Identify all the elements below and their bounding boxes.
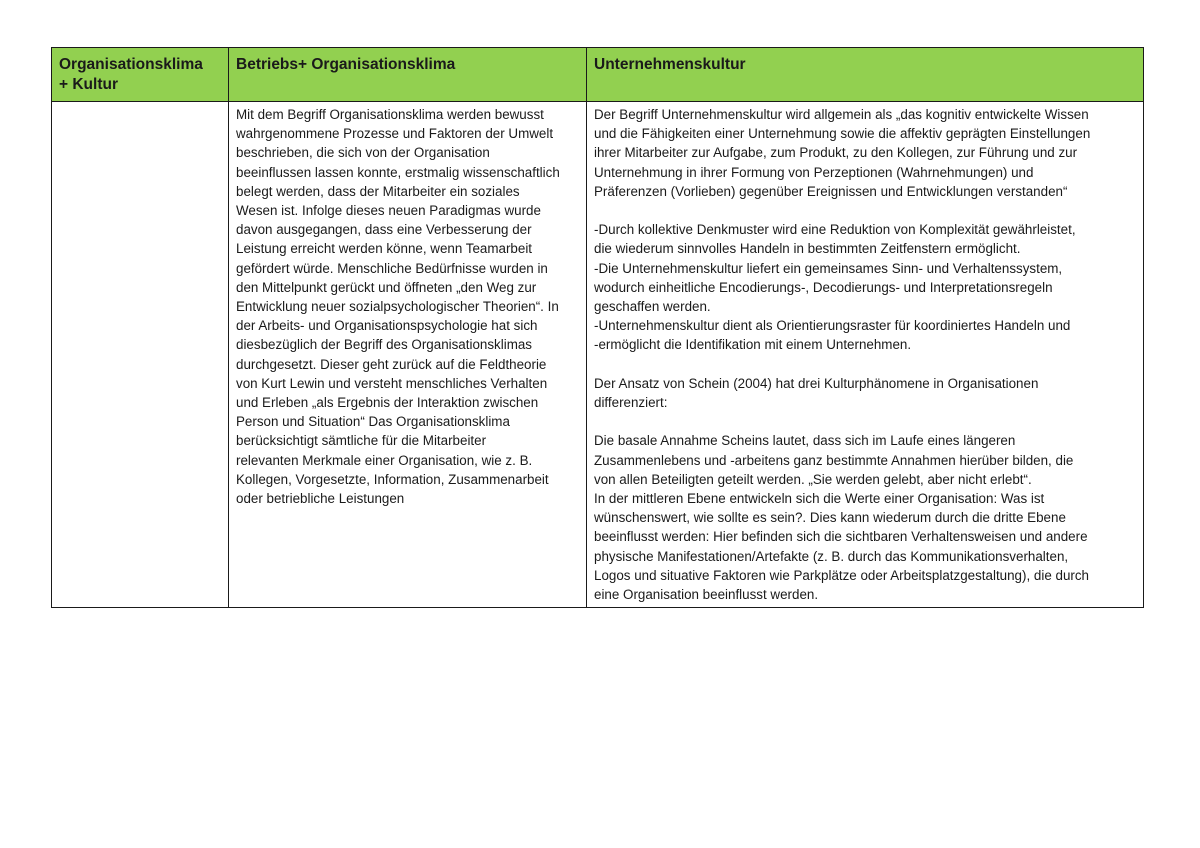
text-line: von allen Beteiligten geteilt werden. „Sie werden gelebt, aber nicht erlebt“. [594, 471, 1032, 487]
text-line: In der mittleren Ebene entwickeln sich die Werte einer Organisation: Was ist [594, 491, 1045, 507]
text-line: -Unternehmenskultur dient als Orientierungsraster für koordiniertes Handeln und [594, 318, 1071, 334]
text-line: Kollegen, Vorgesetzte, Information, Zusammenarbeit [236, 471, 549, 487]
text-line: Die basale Annahme Scheins lautet, dass sich im Laufe eines längeren [594, 433, 1016, 449]
text-line: und Erleben „als Ergebnis der Interaktion zwischen [236, 395, 539, 411]
text-line: geschaffen werden. [594, 299, 711, 315]
text-line: Leistung erreicht werden könne, wenn Teamarbeit [236, 241, 533, 257]
blank-line [594, 412, 1137, 431]
cell-betriebs-organisationsklima [229, 102, 587, 608]
header-unternehmenskultur [587, 48, 1144, 102]
header-row [52, 48, 1144, 102]
header-line: Betriebs+ Organisationsklima [236, 56, 456, 73]
text-line: Entwicklung neuer sozialpsychologischer Theorien“. In [236, 299, 559, 315]
text-line: -Die Unternehmenskultur liefert ein gemeinsames Sinn- und Verhaltenssystem, [594, 260, 1063, 276]
text-line: Der Ansatz von Schein (2004) hat drei Kulturphänomene in Organisationen [594, 375, 1039, 391]
text-line: beeinflussen lassen konnte, erstmalig wissenschaftlich [236, 164, 560, 180]
header-organisationsklima-kultur [52, 48, 229, 102]
text-line: physische Manifestationen/Artefakte (z. B. durch das Kommunikationsverhalten, [594, 548, 1069, 564]
text-line: differenziert: [594, 395, 668, 411]
text-line: wünschenswert, wie sollte es sein?. Dies kann wiederum durch die dritte Ebene [594, 510, 1066, 526]
text-line: wahrgenommene Prozesse und Faktoren der Umwelt [236, 126, 554, 142]
text-line: Mit dem Begriff Organisationsklima werden bewusst [236, 107, 544, 122]
text-line: relevanten Merkmale einer Organisation, wie z. B. [236, 452, 533, 468]
text-line: den Mittelpunkt gerückt und öffneten „den Weg zur [236, 279, 537, 295]
cell-unternehmenskultur [587, 102, 1144, 608]
body-row [52, 102, 1144, 608]
header-line: Organisationsklima [59, 56, 203, 73]
text-line: durchgesetzt. Dieser geht zurück auf die Feldtheorie [236, 356, 547, 372]
text-line: berücksichtigt sämtliche für die Mitarbeiter [236, 433, 487, 449]
text-line: beeinflusst werden: Hier befinden sich die sichtbaren Verhaltensweisen und andere [594, 529, 1088, 545]
text-line: der Arbeits- und Organisationspsychologie hat sich [236, 318, 538, 334]
text-line: diesbezüglich der Begriff des Organisationsklimas [236, 337, 532, 353]
text-line: belegt werden, dass der Mitarbeiter ein soziales [236, 183, 520, 199]
text-line: -ermöglicht die Identifikation mit einem Unternehmen. [594, 337, 912, 353]
text-line: die wiederum sinnvolles Handeln in bestimmten Zeitfenstern ermöglicht. [594, 241, 1021, 257]
text-line: ihrer Mitarbeiter zur Aufgabe, zum Produkt, zu den Kollegen, zur Führung und zur [594, 145, 1078, 161]
text-line: gefördert würde. Menschliche Bedürfnisse wurden in [236, 260, 548, 276]
text-line: wodurch einheitliche Encodierungs-, Decodierungs- und Interpretationsregeln [594, 279, 1053, 295]
text-line: Zusammenlebens und -arbeitens ganz bestimmte Annahmen hierüber bilden, die [594, 452, 1074, 468]
text-line: Logos und situative Faktoren wie Parkplätze oder Arbeitsplatzgestaltung), die durch [594, 567, 1089, 583]
text-line: beschrieben, die sich von der Organisation [236, 145, 490, 161]
text-line: Wesen ist. Infolge dieses neuen Paradigmas wurde [236, 203, 541, 219]
text-line: Der Begriff Unternehmenskultur wird allgemein als „das kognitiv entwickelte Wissen [594, 107, 1089, 122]
text-line: und die Fähigkeiten einer Unternehmung sowie die affektiv geprägten Einstellungen [594, 126, 1091, 142]
text-line: Person und Situation“ Das Organisationsklima [236, 414, 510, 430]
header-betriebs-organisationsklima [229, 48, 587, 102]
content-table [51, 47, 1144, 608]
text-line: von Kurt Lewin und versteht menschliches Verhalten [236, 375, 548, 391]
header-line: Unternehmenskultur [594, 56, 746, 73]
text-line: eine Organisation beeinflusst werden. [594, 587, 819, 603]
text-line: davon ausgegangen, dass eine Verbesserung der [236, 222, 532, 238]
blank-line [594, 355, 1137, 374]
cell-organisationsklima-kultur [52, 102, 229, 608]
text-line: -Durch kollektive Denkmuster wird eine Reduktion von Komplexität gewährleistet, [594, 222, 1076, 238]
text-line: oder betriebliche Leistungen [236, 491, 405, 507]
text-line: Unternehmung in ihrer Formung von Perzeptionen (Wahrnehmungen) und [594, 164, 1034, 180]
text-line: Präferenzen (Vorlieben) gegenüber Ereignissen und Entwicklungen verstanden“ [594, 183, 1068, 199]
blank-line [594, 201, 1137, 220]
header-line: + Kultur [59, 75, 118, 93]
